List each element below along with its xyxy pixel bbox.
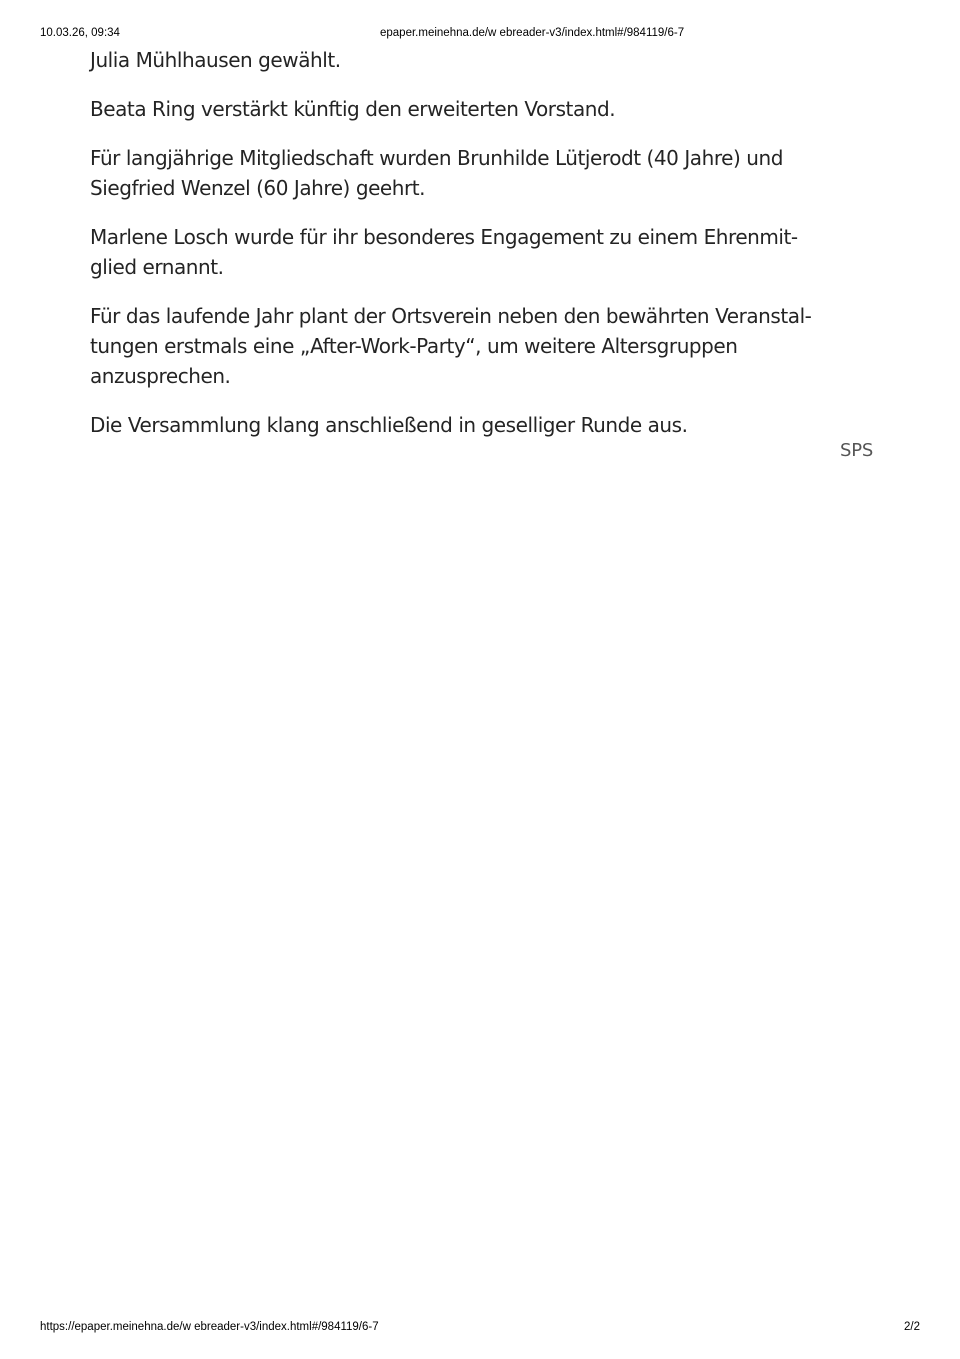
print-header-url: epaper.meinehna.de/w ebreader-v3/index.html#/984119/6-7: [380, 27, 685, 39]
page-number: 2/2: [904, 1321, 920, 1333]
author-signature: SPS: [840, 440, 874, 461]
article-paragraph: Für langjährige Mitgliedschaft wurden Brunhilde Lütjerodt (40 Jahre) und Siegfried Wenzel (60 Jahre) geehrt.: [90, 146, 783, 200]
article-paragraph: Beata Ring verstärkt künftig den erweiterten Vorstand.: [90, 97, 616, 121]
article-paragraph: Julia Mühlhausen gewählt.: [90, 48, 341, 72]
article-paragraph: Für das laufende Jahr plant der Ortsverein neben den bewährten Veranstal- tungen erstmals eine „After-Work-Party“, um weitere Altersgruppen anzusprechen.: [90, 304, 812, 388]
print-datetime: 10.03.26, 09:34: [40, 27, 120, 39]
article-body: [90, 45, 880, 459]
article-paragraph: Marlene Losch wurde für ihr besonderes Engagement zu einem Ehrenmit- glied ernannt.: [90, 225, 798, 279]
print-footer-url: https://epaper.meinehna.de/w ebreader-v3/index.html#/984119/6-7: [40, 1321, 379, 1333]
article-paragraph: Die Versammlung klang anschließend in geselliger Runde aus.: [90, 413, 688, 437]
